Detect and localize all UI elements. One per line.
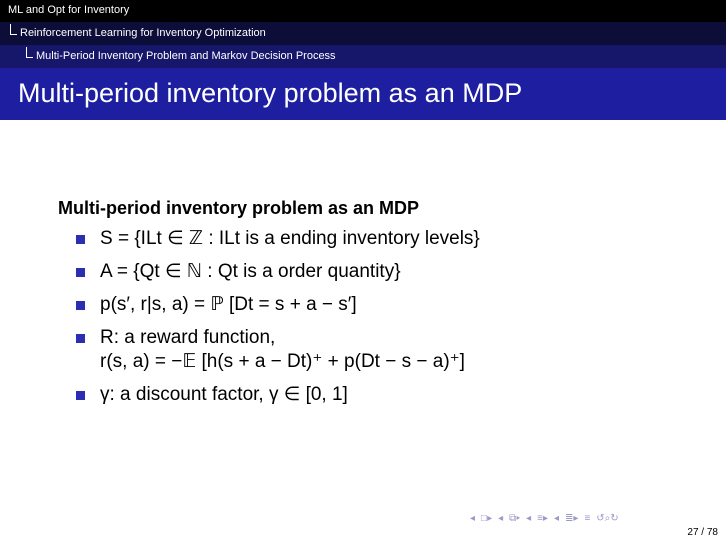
- headline-section-bar: [0, 0, 726, 22]
- tree-hook-icon: [10, 24, 17, 35]
- nav-next-subsection-icon[interactable]: ≣▸: [565, 512, 579, 524]
- bullet-square-icon: [76, 301, 85, 310]
- nav-prev-subsection-icon[interactable]: ◂: [554, 512, 560, 524]
- list-item: [76, 260, 698, 284]
- navigation-symbols: [470, 510, 720, 526]
- nav-prev-slide-icon[interactable]: ◂: [470, 512, 476, 524]
- nav-search-icon[interactable]: ↺⌕↻: [596, 512, 619, 524]
- list-item: [76, 383, 698, 407]
- reward-item: R: a reward function,: [100, 327, 276, 348]
- nav-prev-section-icon[interactable]: ◂: [526, 512, 532, 524]
- list-item: [76, 326, 698, 374]
- discount-item: γ: a discount factor, γ ∈ [0, 1]: [100, 384, 348, 405]
- transition-item: p(s′, r|s, a) = ℙ [Dt = s + a − s′]: [100, 294, 357, 315]
- tree-hook-icon: [26, 47, 33, 58]
- frame-title-bar: [0, 68, 726, 120]
- list-item: [76, 227, 698, 251]
- bullet-square-icon: [76, 268, 85, 277]
- nav-prev-frame-icon[interactable]: ◂: [498, 512, 504, 524]
- list-item: [76, 293, 698, 317]
- headline-section[interactable]: ML and Opt for Inventory: [8, 4, 130, 16]
- block-heading: Multi-period inventory problem as an MDP: [58, 198, 420, 218]
- bullet-list: [58, 227, 698, 407]
- nav-align-icon[interactable]: ≡: [584, 512, 591, 524]
- bullet-square-icon: [76, 235, 85, 244]
- headline-subsubsection[interactable]: Multi-Period Inventory Problem and Markov Decision Process: [36, 50, 336, 62]
- reward-formula: r(s, a) = −𝔼 [h(s + a − Dt)⁺ + p(Dt − s − a)⁺]: [100, 351, 465, 372]
- action-space-item: A = {Qt ∈ ℕ : Qt is a order quantity}: [100, 261, 401, 282]
- nav-next-section-icon[interactable]: ≡▸: [537, 512, 549, 524]
- headline-subsubsection-bar: [0, 45, 726, 68]
- state-space-item: S = {ILt ∈ ℤ : ILt is a ending inventory levels}: [100, 228, 480, 249]
- bullet-square-icon: [76, 334, 85, 343]
- headline-subsection[interactable]: Reinforcement Learning for Inventory Optimization: [20, 27, 266, 39]
- headline-subsection-bar: [0, 22, 726, 45]
- page-number: 27 / 78: [687, 527, 718, 538]
- frame-title: Multi-period inventory problem as an MDP: [18, 78, 523, 108]
- bullet-square-icon: [76, 391, 85, 400]
- nav-next-frame-icon[interactable]: ⧉▸: [509, 512, 521, 524]
- content-block: [58, 198, 698, 416]
- nav-next-slide-icon[interactable]: □▸: [481, 512, 493, 524]
